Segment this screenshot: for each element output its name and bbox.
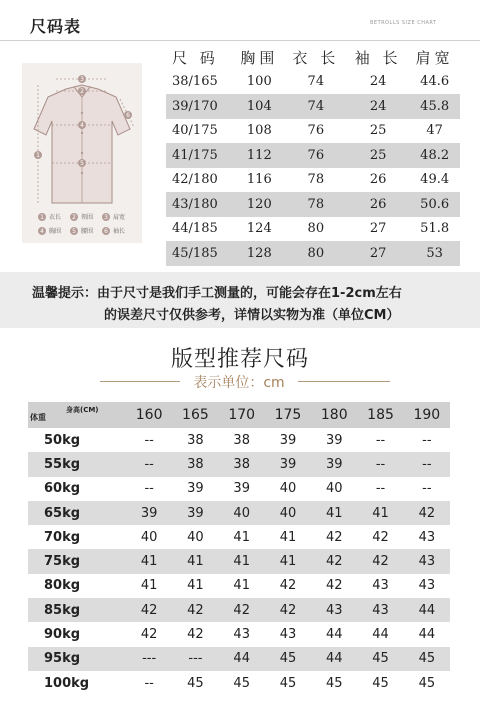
size-cell: 27 — [347, 241, 409, 266]
size-cell: 25 — [347, 143, 409, 168]
recommend-cell: 45 — [418, 675, 436, 691]
size-row — [166, 168, 460, 193]
recommend-row — [28, 525, 450, 549]
recommend-cell: 44 — [372, 627, 389, 643]
recommend-cell: 41 — [172, 549, 218, 573]
recommend-cell: 42 — [172, 598, 218, 622]
legend-num-6: 6 — [104, 228, 108, 235]
header-divider — [0, 40, 480, 41]
recommend-cell: 40 — [140, 529, 158, 545]
weight-label: 70kg — [44, 529, 81, 545]
recommend-cell: -- — [144, 481, 154, 497]
size-cell: 80 — [307, 221, 325, 237]
recommend-cell: 43 — [418, 529, 436, 545]
recommend-cell: 39 — [172, 501, 218, 525]
recommend-cell: -- — [375, 432, 386, 448]
recommend-cell: 38 — [233, 432, 250, 448]
size-cell: 49.4 — [420, 172, 450, 188]
recommend-cell: 44 — [311, 647, 357, 671]
size-cell: 74 — [285, 94, 347, 119]
size-cell: 50.6 — [409, 192, 460, 217]
recommend-cell: 39 — [279, 432, 297, 448]
recommend-cell: 43 — [404, 549, 450, 573]
height-header: 185 — [357, 402, 403, 428]
recommend-cell: 43 — [372, 578, 389, 594]
size-cell: 26 — [369, 172, 387, 188]
size-cell: 80 — [285, 241, 347, 266]
recommend-cell: 44 — [418, 627, 436, 643]
size-cell: 27 — [369, 221, 387, 237]
legend-label-4: 胸围 — [49, 228, 62, 235]
marker-2: 2 — [80, 88, 84, 95]
marker-4: 4 — [80, 122, 84, 129]
weight-label: 55kg — [28, 452, 126, 476]
unit-label: 表示单位：cm — [193, 375, 285, 391]
recommend-cell: -- — [404, 452, 450, 476]
size-cell: 44/185 — [172, 221, 218, 237]
size-cell: 51.8 — [420, 221, 450, 237]
size-cell: 108 — [246, 123, 272, 139]
recommend-table-header — [28, 402, 450, 428]
header-size: 尺 码 — [172, 48, 219, 67]
recommend-cell: -- — [422, 432, 432, 448]
recommend-cell: 40 — [219, 501, 265, 525]
recommend-cell: 45 — [372, 675, 389, 691]
size-cell: 100 — [246, 74, 272, 90]
size-cell: 76 — [285, 143, 347, 168]
recommend-cell: 42 — [279, 578, 297, 594]
recommend-cell: 42 — [325, 529, 343, 545]
size-cell: 41/175 — [166, 143, 234, 168]
size-cell: 40/175 — [172, 123, 218, 139]
recommend-cell: 38 — [187, 432, 204, 448]
recommend-cell: 41 — [140, 578, 158, 594]
recommend-cell: 45 — [357, 647, 403, 671]
recommend-cell: 41 — [265, 549, 311, 573]
recommend-row — [28, 598, 450, 622]
recommend-cell: 39 — [325, 432, 343, 448]
legend-label-1: 衣长 — [49, 214, 62, 221]
legend-label-5: 腰围 — [81, 228, 94, 235]
recommend-cell: 41 — [233, 529, 250, 545]
recommend-cell: 42 — [187, 627, 204, 643]
recommend-cell: 45 — [187, 675, 204, 691]
recommend-cell: 43 — [357, 598, 403, 622]
size-cell: 45.8 — [409, 94, 460, 119]
legend-num-5: 5 — [72, 228, 76, 235]
recommend-cell: 42 — [265, 598, 311, 622]
size-cell: 78 — [307, 172, 325, 188]
size-cell: 44.6 — [420, 74, 450, 90]
size-row — [166, 119, 460, 144]
size-row — [166, 192, 460, 217]
size-cell: 39/170 — [166, 94, 234, 119]
shirt-measurement-illustration — [22, 63, 142, 243]
height-header: 175 — [265, 402, 311, 428]
size-cell: 26 — [347, 192, 409, 217]
height-header: 180 — [311, 402, 357, 428]
recommend-row — [28, 549, 450, 573]
size-row — [166, 94, 460, 119]
recommend-cell: 40 — [187, 529, 204, 545]
recommend-table — [28, 402, 450, 695]
weight-label: 85kg — [28, 598, 126, 622]
recommend-cell: -- — [144, 675, 154, 691]
recommend-title: 版型推荐尺码 — [170, 347, 309, 372]
recommend-cell: 39 — [233, 481, 250, 497]
size-cell: 76 — [307, 123, 325, 139]
recommend-row — [28, 501, 450, 525]
size-cell: 104 — [234, 94, 285, 119]
recommend-cell: 42 — [219, 598, 265, 622]
legend-num-4: 4 — [40, 228, 44, 235]
size-row — [166, 70, 460, 95]
recommend-row — [28, 622, 450, 646]
recommend-cell: 39 — [126, 501, 172, 525]
recommend-cell: 39 — [265, 452, 311, 476]
recommend-cell: 45 — [404, 647, 450, 671]
legend-num-2: 2 — [72, 214, 76, 221]
recommend-cell: 44 — [219, 647, 265, 671]
recommend-cell: 42 — [357, 549, 403, 573]
header-length: 衣 长 — [292, 48, 340, 67]
legend-label-2: 领围 — [81, 214, 94, 221]
header-chest: 胸围 — [240, 48, 279, 67]
size-cell: 74 — [307, 74, 325, 90]
size-cell: 120 — [234, 192, 285, 217]
size-cell: 48.2 — [409, 143, 460, 168]
recommend-cell: 43 — [418, 578, 436, 594]
size-row — [166, 217, 460, 242]
unit-divider-right — [298, 381, 390, 382]
legend-label-6: 袖长 — [113, 228, 126, 235]
size-cell: 43/180 — [166, 192, 234, 217]
recommend-row — [28, 647, 450, 671]
marker-5: 5 — [80, 160, 84, 167]
recommend-cell: -- — [422, 481, 432, 497]
height-header: 165 — [172, 402, 218, 428]
height-header: 170 — [219, 402, 265, 428]
recommend-row — [28, 671, 450, 695]
legend-label-3: 肩宽 — [113, 214, 126, 221]
header-shoulder: 肩宽 — [415, 48, 454, 67]
recommend-cell: --- — [172, 647, 218, 671]
marker-6: 6 — [126, 112, 130, 119]
recommend-cell: -- — [357, 452, 403, 476]
legend-num-3: 3 — [104, 214, 108, 221]
recommend-cell: 40 — [279, 481, 297, 497]
marker-3: 3 — [80, 76, 84, 83]
marker-1: 1 — [36, 152, 40, 159]
recommend-cell: -- — [144, 432, 154, 448]
size-cell: 116 — [246, 172, 272, 188]
notice-line-2: 的误差尺寸仅供参考，详情以实物为准（单位CM） — [104, 308, 400, 323]
recommend-cell: 45 — [279, 675, 297, 691]
weight-label: 100kg — [44, 675, 90, 691]
height-header: 190 — [404, 402, 450, 428]
recommend-cell: 38 — [219, 452, 265, 476]
recommend-cell: 42 — [404, 501, 450, 525]
recommend-cell: 41 — [219, 549, 265, 573]
recommend-cell: 42 — [126, 598, 172, 622]
recommend-cell: 41 — [357, 501, 403, 525]
size-cell: 47 — [426, 123, 443, 139]
recommend-cell: 42 — [372, 529, 389, 545]
weight-label: 75kg — [28, 549, 126, 573]
size-cell: 25 — [369, 123, 387, 139]
recommend-cell: 41 — [233, 578, 250, 594]
recommend-cell: 42 — [311, 549, 357, 573]
corner-cell — [28, 402, 126, 428]
recommend-cell: 43 — [311, 598, 357, 622]
height-header: 160 — [126, 402, 172, 428]
recommend-cell: 41 — [126, 549, 172, 573]
recommend-cell: 40 — [325, 481, 343, 497]
recommend-cell: 45 — [233, 675, 250, 691]
recommend-cell: 43 — [233, 627, 250, 643]
recommend-cell: 42 — [325, 578, 343, 594]
recommend-row — [28, 452, 450, 476]
recommend-cell: 40 — [265, 501, 311, 525]
size-cell: 112 — [234, 143, 285, 168]
chart-title: 尺码表 — [30, 17, 82, 36]
recommend-row — [28, 574, 450, 598]
recommend-cell: 43 — [279, 627, 297, 643]
size-cell: 38/165 — [172, 74, 218, 90]
weight-label: 50kg — [44, 432, 81, 448]
corner-height-label: 身高(CM) — [66, 406, 99, 414]
weight-label: 60kg — [44, 481, 81, 497]
weight-label: 65kg — [28, 501, 126, 525]
size-cell: 42/180 — [172, 172, 218, 188]
size-cell: 53 — [409, 241, 460, 266]
recommend-cell: 41 — [279, 529, 297, 545]
recommend-cell: 39 — [311, 452, 357, 476]
size-cell: 78 — [285, 192, 347, 217]
recommend-cell: 42 — [140, 627, 158, 643]
size-table — [166, 45, 460, 266]
weight-label: 95kg — [28, 647, 126, 671]
shirt-icon — [22, 63, 142, 243]
recommend-cell: -- — [375, 481, 386, 497]
header-sleeve: 袖 长 — [354, 48, 402, 67]
size-cell: 24 — [369, 74, 387, 90]
unit-divider-left — [100, 381, 180, 382]
recommend-row — [28, 477, 450, 501]
size-cell: 24 — [347, 94, 409, 119]
weight-label: 80kg — [44, 578, 81, 594]
recommend-cell: 44 — [404, 598, 450, 622]
recommend-row — [28, 428, 450, 452]
notice-line-1: 温馨提示：由于尺寸是我们手工测量的，可能会存在1-2cm左右 — [32, 286, 402, 301]
size-cell: 128 — [234, 241, 285, 266]
recommend-cell: 38 — [172, 452, 218, 476]
brand-mark: BETROLLS SIZE CHART — [370, 20, 437, 26]
recommend-cell: 45 — [325, 675, 343, 691]
size-row — [166, 143, 460, 168]
corner-weight-label: 体重 — [30, 413, 46, 422]
recommend-cell: 44 — [325, 627, 343, 643]
recommend-cell: 39 — [187, 481, 204, 497]
recommend-cell: --- — [126, 647, 172, 671]
recommend-cell: 41 — [311, 501, 357, 525]
recommend-cell: -- — [126, 452, 172, 476]
legend-num-1: 1 — [40, 214, 44, 221]
size-cell: 45/185 — [166, 241, 234, 266]
recommend-cell: 45 — [265, 647, 311, 671]
recommend-cell: 41 — [187, 578, 204, 594]
size-table-header — [166, 45, 460, 70]
size-cell: 124 — [246, 221, 272, 237]
weight-label: 90kg — [44, 627, 81, 643]
size-row — [166, 241, 460, 266]
